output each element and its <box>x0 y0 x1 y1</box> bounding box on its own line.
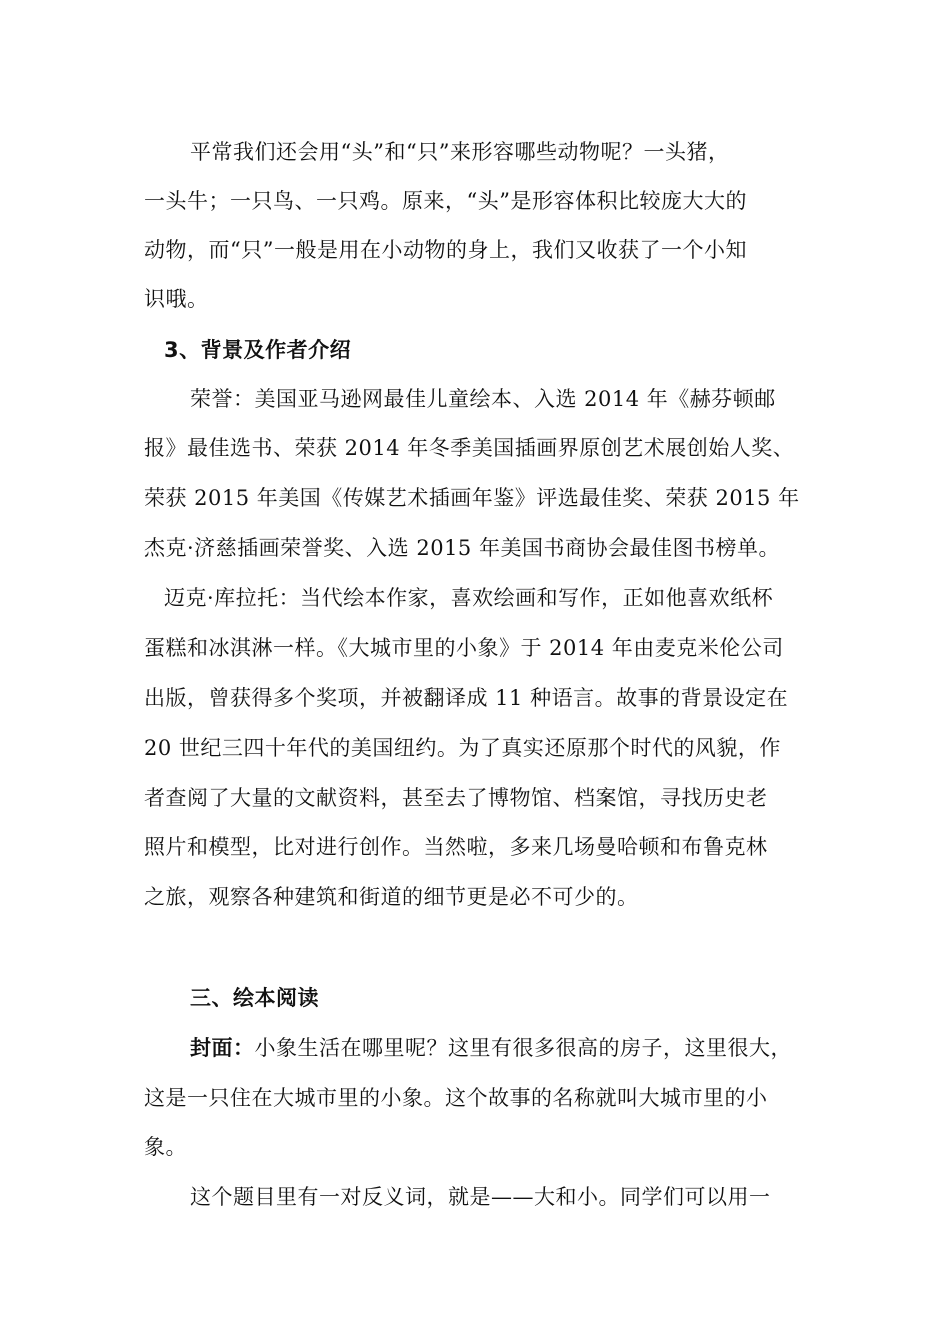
paragraph-line: 象。 <box>144 1135 187 1159</box>
inline-text: 小象生活在哪里呢？这里有很多很高的房子，这里很大， <box>254 1036 792 1060</box>
section-heading: 三、绘本阅读 <box>190 986 319 1010</box>
paragraph-line: 杰克·济慈插画荣誉奖、入选 2015 年美国书商协会最佳图书榜单。 <box>144 536 780 560</box>
inline-bold-label: 封面： <box>190 1036 255 1060</box>
paragraph-line: 照片和模型，比对进行创作。当然啦，多来几场曼哈顿和布鲁克林 <box>144 835 768 859</box>
paragraph-line: 20 世纪三四十年代的美国纽约。为了真实还原那个时代的风貌，作 <box>144 736 781 760</box>
paragraph-line <box>190 1033 792 1063</box>
paragraph-line: 报》最佳选书、荣获 2014 年冬季美国插画界原创艺术展创始人奖、 <box>144 436 795 460</box>
paragraph-line: 动物，而“只”一般是用在小动物的身上，我们又收获了一个小知 <box>144 238 747 262</box>
paragraph-line: 平常我们还会用“头”和“只”来形容哪些动物呢？一头猪， <box>190 140 730 164</box>
paragraph-line: 这个题目里有一对反义词，就是——大和小。同学们可以用一 <box>190 1185 771 1209</box>
paragraph-line: 荣获 2015 年美国《传媒艺术插画年鉴》评选最佳奖、荣获 2015 年 <box>144 486 800 510</box>
paragraph-line: 这是一只住在大城市里的小象。这个故事的名称就叫大城市里的小 <box>144 1086 768 1110</box>
paragraph-line: 之旅，观察各种建筑和街道的细节更是必不可少的。 <box>144 885 639 909</box>
section-heading: 3、背景及作者介绍 <box>164 338 352 362</box>
paragraph-line: 识哦。 <box>144 287 209 311</box>
paragraph-line: 一头牛；一只鸟、一只鸡。原来，“头”是形容体积比较庞大大的 <box>144 189 747 213</box>
paragraph-line: 者查阅了大量的文献资料，甚至去了博物馆、档案馆，寻找历史老 <box>144 786 768 810</box>
paragraph-line: 出版，曾获得多个奖项，并被翻译成 11 种语言。故事的背景设定在 <box>144 686 789 710</box>
paragraph-line: 蛋糕和冰淇淋一样。《大城市里的小象》于 2014 年由麦克米伦公司 <box>144 636 784 660</box>
paragraph-line: 迈克·库拉托：当代绘本作家，喜欢绘画和写作，正如他喜欢纸杯 <box>164 586 774 610</box>
paragraph-line: 荣誉：美国亚马逊网最佳儿童绘本、入选 2014 年《赫芬顿邮 <box>190 387 776 411</box>
